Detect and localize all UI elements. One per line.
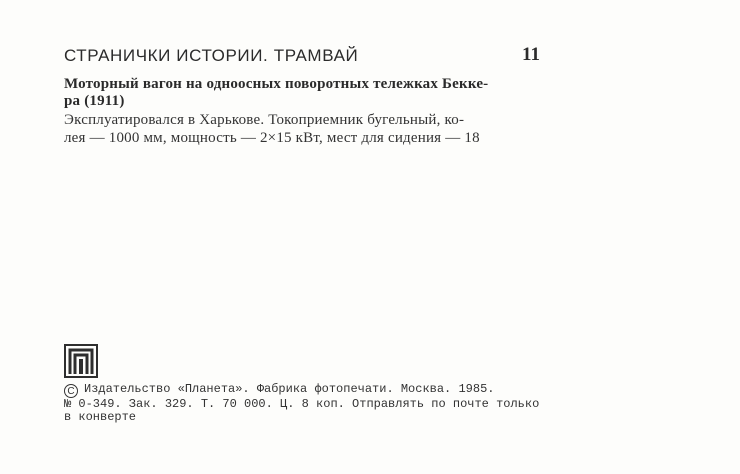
imprint-line bbox=[64, 383, 564, 398]
caption-body-line: лея — 1000 мм, мощность — 2×15 кВт, мест для сидения — 18 bbox=[64, 130, 480, 146]
caption-title-line: Моторный вагон на одноосных поворотных тележках Бекке- bbox=[64, 76, 489, 92]
page-number: 11 bbox=[522, 44, 540, 65]
imprint-line: в конверте bbox=[64, 410, 137, 424]
copyright-icon: C bbox=[64, 384, 78, 398]
caption-body bbox=[64, 111, 564, 147]
imprint-line: № 0-349. Зак. 329. Т. 70 000. Ц. 8 коп. Отправлять по почте только bbox=[64, 397, 540, 411]
imprint-text: Издательство «Планета». Фабрика фотопечати. Москва. 1985. bbox=[84, 382, 495, 396]
publisher-imprint bbox=[64, 383, 564, 424]
planeta-logo-icon bbox=[64, 344, 98, 378]
caption-title bbox=[64, 76, 564, 110]
caption-title-line: ра (1911) bbox=[64, 93, 125, 109]
series-title: СТРАНИЧКИ ИСТОРИИ. ТРАМВАЙ bbox=[64, 46, 359, 65]
caption-body-line: Эксплуатировался в Харькове. Токоприемник бугельный, ко- bbox=[64, 112, 465, 128]
